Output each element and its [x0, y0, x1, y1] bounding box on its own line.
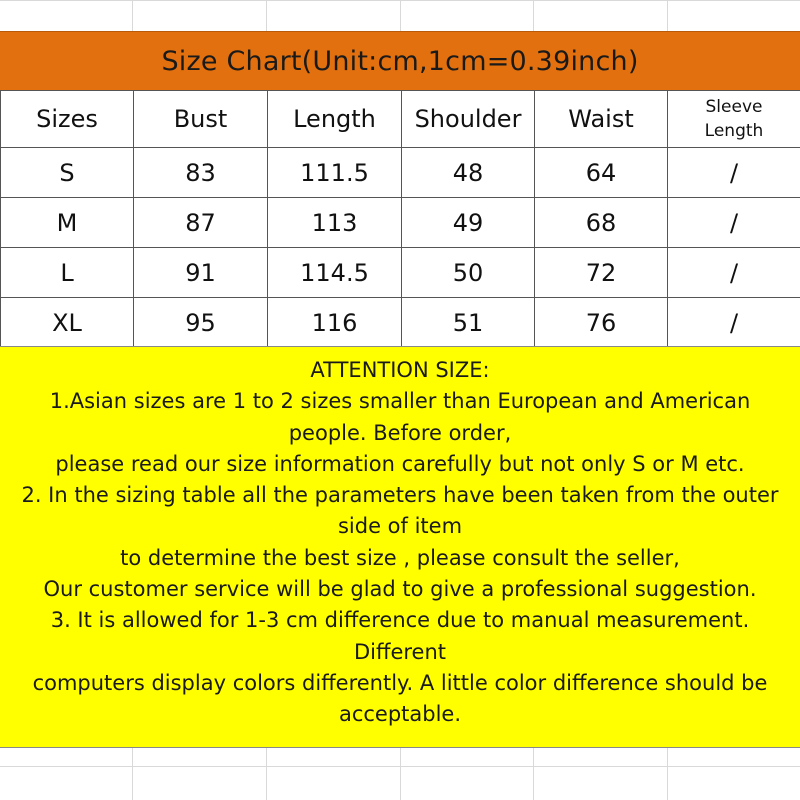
- sleeve-header-line2: Length: [704, 121, 764, 141]
- cell-shoulder: 51: [402, 298, 535, 348]
- cell-bust: 95: [134, 298, 268, 348]
- notice-line: 1.Asian sizes are 1 to 2 sizes smaller than European and American: [49, 389, 751, 414]
- header-waist: Waist: [535, 91, 668, 148]
- cell-bust: 87: [134, 198, 268, 248]
- cell-size: S: [1, 148, 134, 198]
- cell-bust: 91: [134, 248, 268, 298]
- header-length: Length: [268, 91, 402, 148]
- notice-line: computers display colors differently. A little color difference should be: [32, 670, 768, 695]
- header-bust: Bust: [134, 91, 268, 148]
- cell-waist: 64: [535, 148, 668, 198]
- table-header-row: [1, 91, 800, 148]
- notice-line: 3. It is allowed for 1-3 cm difference due to manual measurement.: [50, 608, 750, 633]
- cell-waist: 68: [535, 198, 668, 248]
- notice-line: 2. In the sizing table all the parameters have been taken from the outer: [21, 483, 779, 508]
- table-row: [1, 198, 800, 248]
- notice-line: acceptable.: [338, 702, 462, 727]
- cell-bust: 83: [134, 148, 268, 198]
- cell-shoulder: 49: [402, 198, 535, 248]
- table-row: [1, 148, 800, 198]
- header-sizes: Sizes: [1, 91, 134, 148]
- cell-length: 114.5: [268, 248, 402, 298]
- cell-sleeve-length: /: [668, 198, 800, 248]
- notice-line: side of item: [337, 514, 463, 539]
- notice-line: Our customer service will be glad to give a professional suggestion.: [43, 577, 757, 602]
- sleeve-header-line1: Sleeve: [705, 97, 763, 117]
- cell-waist: 76: [535, 298, 668, 348]
- table-row: [1, 248, 800, 298]
- header-sleeve-length: [668, 91, 800, 148]
- notice-heading: ATTENTION SIZE:: [310, 358, 490, 382]
- cell-size: M: [1, 198, 134, 248]
- cell-sleeve-length: /: [668, 148, 800, 198]
- notice-line: to determine the best size , please consult the seller,: [120, 545, 680, 570]
- cell-size: L: [1, 248, 134, 298]
- notice-line: people. Before order,: [288, 420, 512, 445]
- cell-length: 111.5: [268, 148, 402, 198]
- size-chart-title: Size Chart(Unit:cm,1cm=0.39inch): [0, 31, 800, 91]
- cell-length: 113: [268, 198, 402, 248]
- cell-sleeve-length: /: [668, 298, 800, 348]
- table-row: [1, 298, 800, 348]
- cell-waist: 72: [535, 248, 668, 298]
- header-shoulder: Shoulder: [402, 91, 535, 148]
- notice-line: please read our size information carefully but not only S or M etc.: [55, 451, 745, 476]
- cell-size: XL: [1, 298, 134, 348]
- size-table: [0, 90, 800, 348]
- notice-line: Different: [353, 639, 447, 664]
- cell-shoulder: 50: [402, 248, 535, 298]
- attention-notice: [0, 346, 800, 748]
- cell-length: 116: [268, 298, 402, 348]
- cell-sleeve-length: /: [668, 248, 800, 298]
- cell-shoulder: 48: [402, 148, 535, 198]
